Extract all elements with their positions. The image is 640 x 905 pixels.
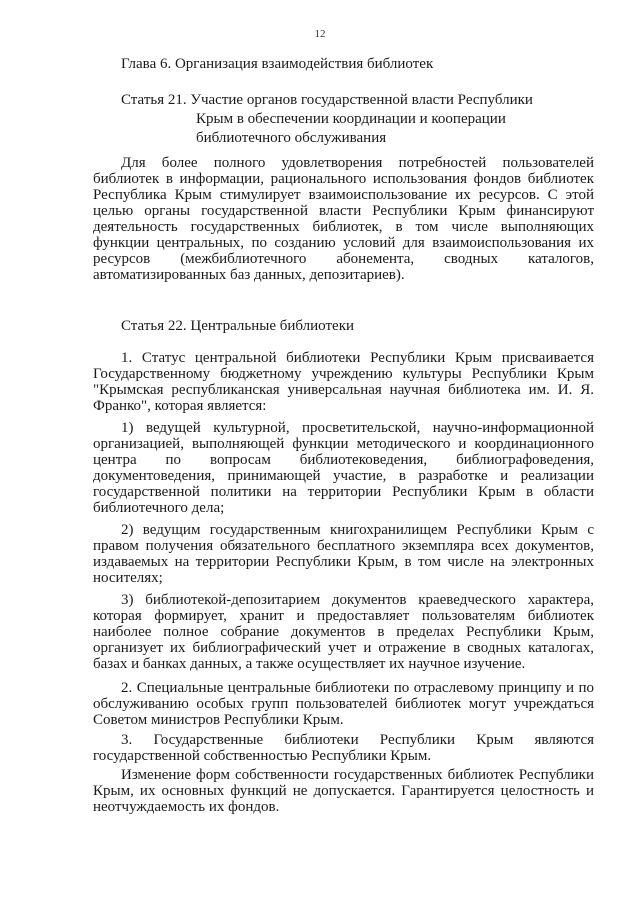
article-21-title-line-2: Крым в обеспечении координации и кооперации [196,111,506,127]
article-21-title-line-1: Статья 21. Участие органов государственной власти Республики [121,92,533,108]
article-22-paragraph-2: 2. Специальные центральные библиотеки по отраслевому принципу и по обслуживанию особых групп пользователей библиотек могут учреждаться Советом министров Республики Крым. [93,680,594,728]
article-22-item-3: 3) библиотекой-депозитарием документов краеведческого характера, которая формирует, хранит и предоставляет пользователям библиотек наиболее полное собрание документов в пределах Республики Крым, организует их библиографический учет и отражение в сводных каталогах, базах и банках данных, а также осуществляет их научное изучение. [93,592,594,672]
article-22-title: Статья 22. Центральные библиотеки [121,318,355,334]
article-21-title-line-3: библиотечного обслуживания [196,130,387,146]
article-22-paragraph-3: 3. Государственные библиотеки Республики Крым являются государственной собственностью Республики Крым. [93,732,594,764]
article-22-paragraph-1: 1. Статус центральной библиотеки Республики Крым присваивается Государственному бюджетному учреждению культуры Республики Крым "Крымская республиканская универсальная научная библиотека им. И. Я. Франко", которая является: [93,350,594,414]
page-number: 12 [314,28,326,40]
article-22-item-1: 1) ведущей культурной, просветительской, научно-информационной организацией, выполняющей функции методического и координационного центра по вопросам библиотековедения, библиографоведения, документоведения, принимающей участие, в разработке и реализации государственной политики на территории Республики Крым в области библиотечного дела; [93,420,594,516]
article-21-paragraph: Для более полного удовлетворения потребностей пользователей библиотек в информации, рационального использования фондов библиотек Республика Крым стимулирует взаимоиспользование их ресурсов. С этой целью органы государственной власти Республики Крым финансируют деятельность государственных библиотек, в том числе выполняющих функции центральных, по созданию условий для взаимоиспользования их ресурсов (межбиблиотечного абонемента, сводных каталогов, автоматизированных баз данных, депозитариев). [93,155,594,283]
article-22-item-2: 2) ведущим государственным книгохранилищем Республики Крым с правом получения обязательного бесплатного экземпляра всех документов, издаваемых на территории Республики Крым, в том числе на электронных носителях; [93,522,594,586]
article-21-title [121,91,533,148]
article-22-paragraph-4: Изменение форм собственности государственных библиотек Республики Крым, их основных функций не допускается. Гарантируется целостность и неотчуждаемость их фондов. [93,767,594,815]
chapter-heading: Глава 6. Организация взаимодействия библиотек [121,56,434,72]
